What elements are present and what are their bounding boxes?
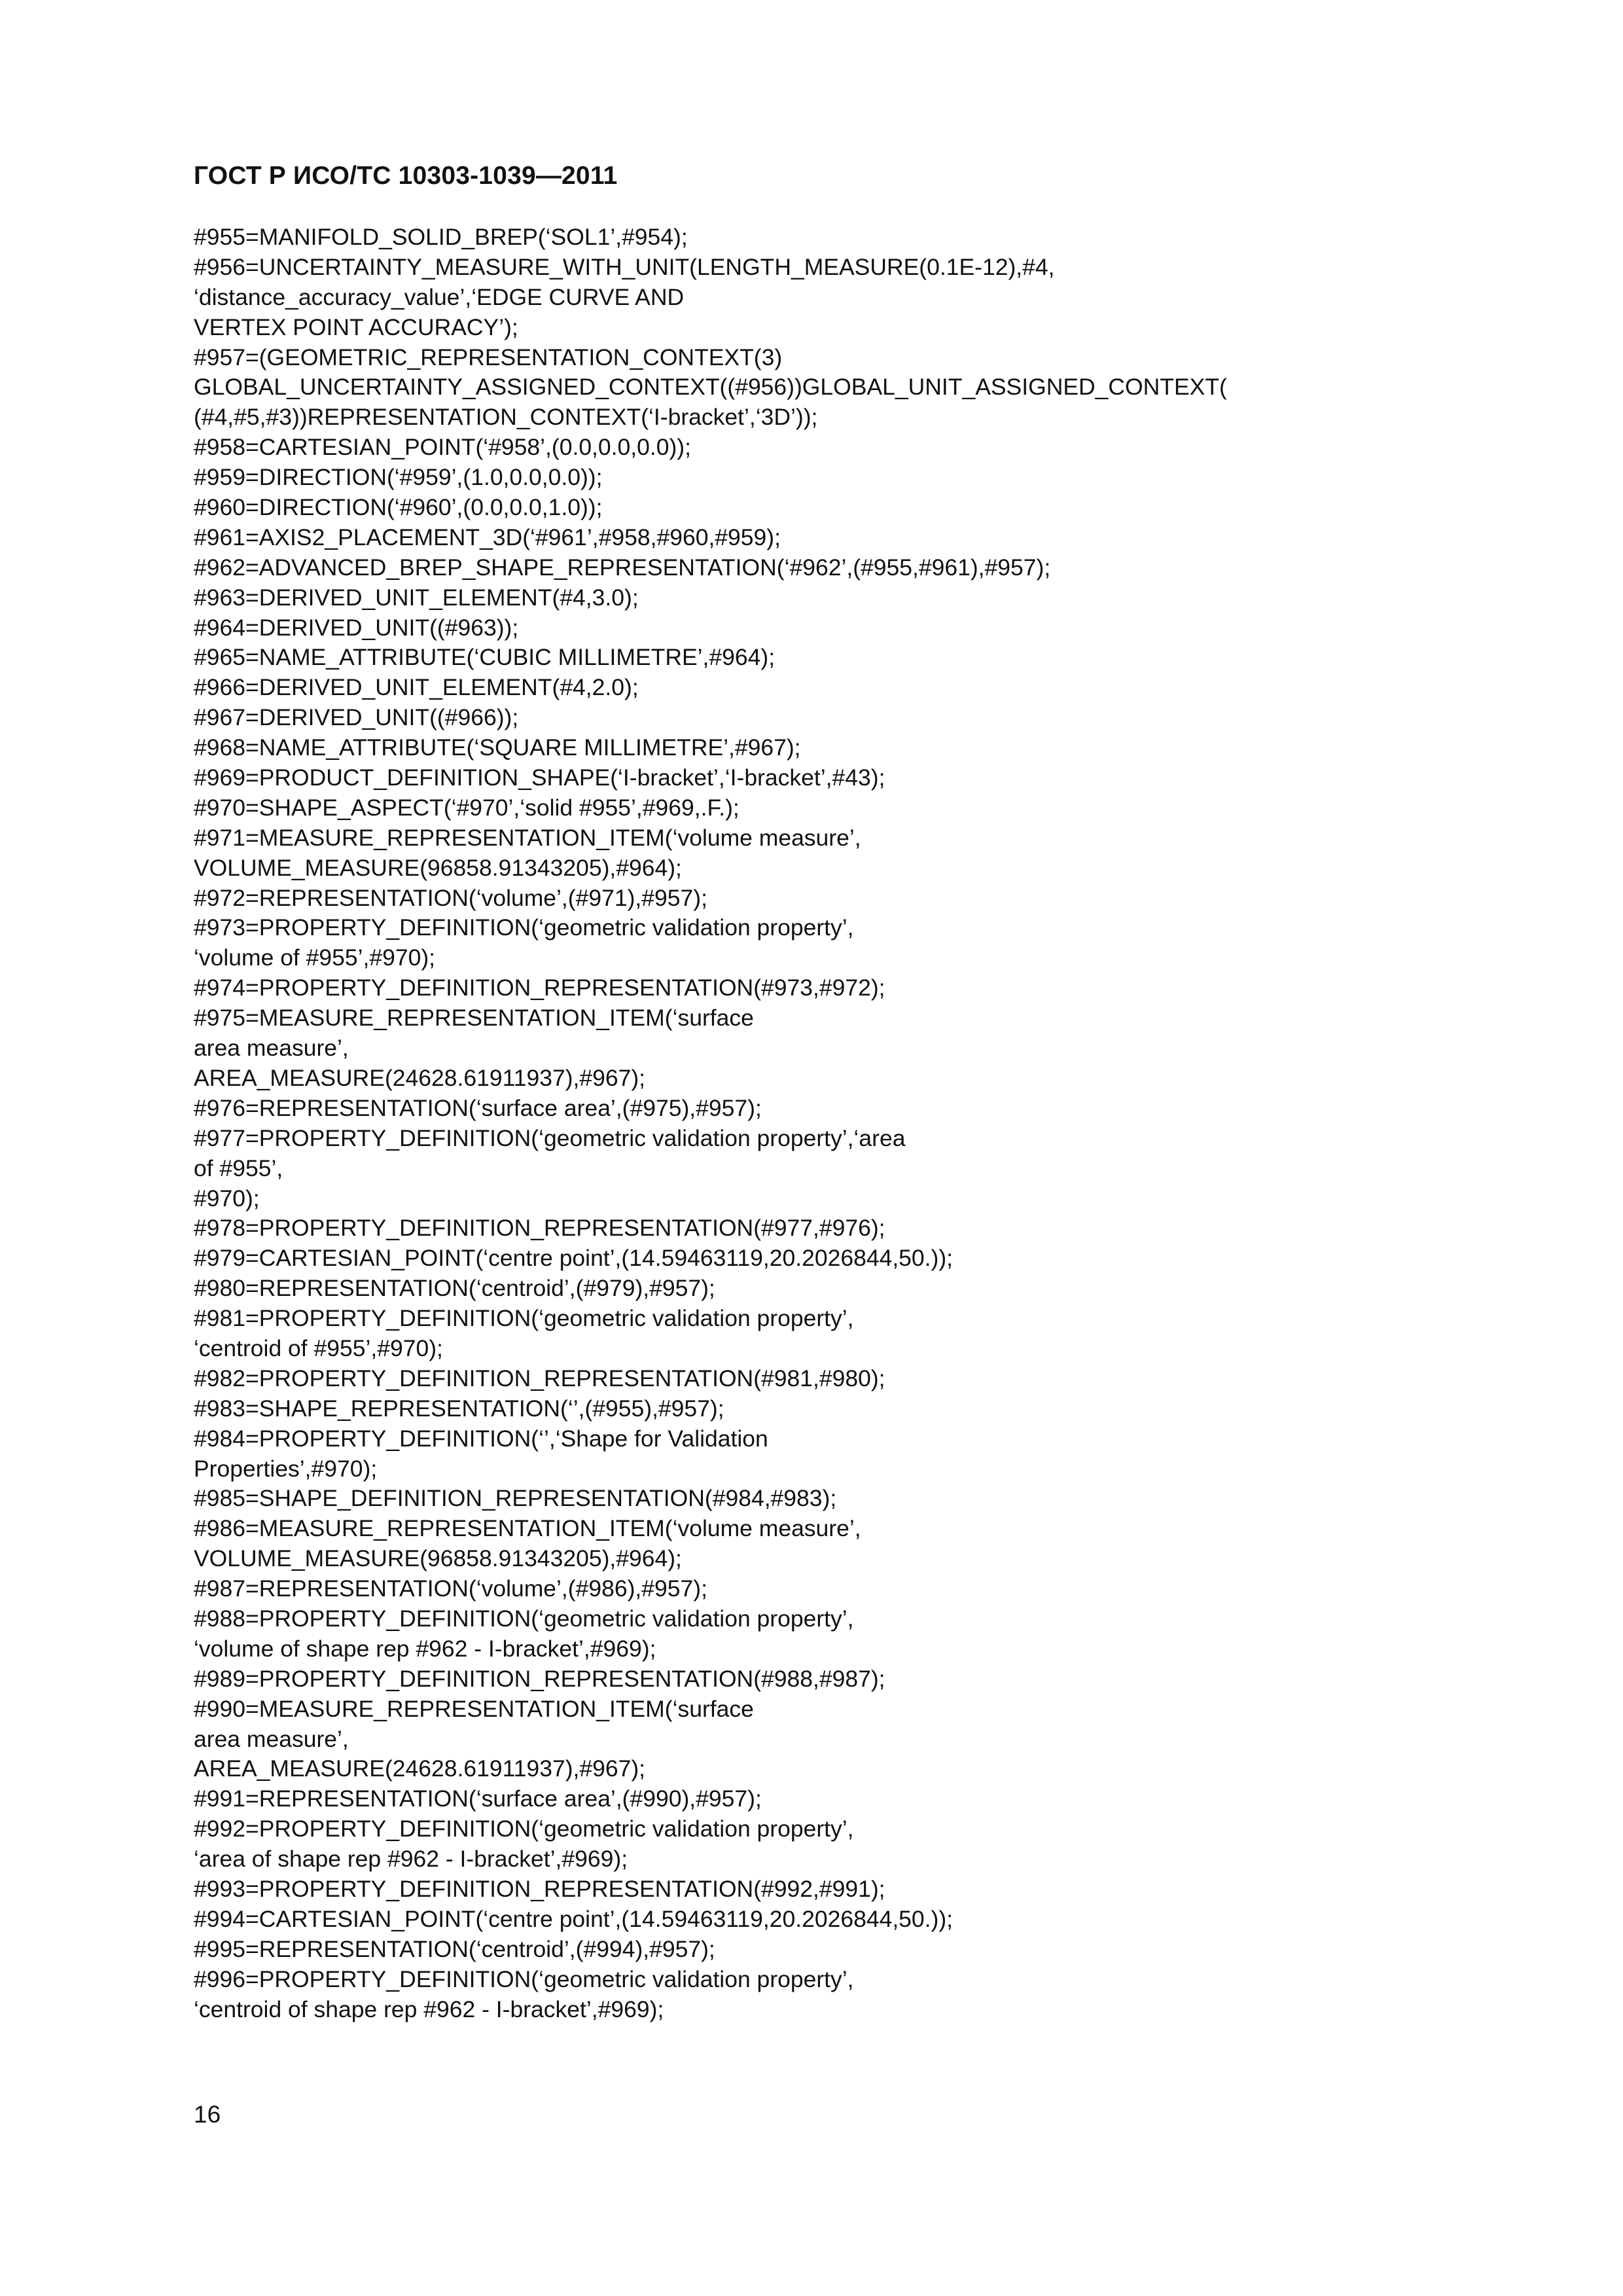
- code-line: ‘centroid of shape rep #962 - I-bracket’,#969);: [194, 1996, 664, 2022]
- code-line: VOLUME_MEASURE(96858.91343205),#964);: [194, 1545, 682, 1572]
- code-line: VERTEX POINT ACCURACY’);: [194, 314, 518, 340]
- page-number: 16: [194, 2101, 221, 2128]
- code-line: #992=PROPERTY_DEFINITION(‘geometric validation property’,: [194, 1816, 854, 1842]
- code-line: #980=REPRESENTATION(‘centroid’,(#979),#957);: [194, 1275, 715, 1302]
- code-line: #983=SHAPE_REPRESENTATION(‘’,(#955),#957);: [194, 1395, 724, 1422]
- code-line: #955=MANIFOLD_SOLID_BREP(‘SOL1’,#954);: [194, 224, 688, 250]
- code-line: of #955’,: [194, 1155, 283, 1181]
- code-line: Properties’,#970);: [194, 1455, 378, 1482]
- code-line: #971=MEASURE_REPRESENTATION_ITEM(‘volume measure’,: [194, 824, 861, 851]
- code-line: #989=PROPERTY_DEFINITION_REPRESENTATION(#988,#987);: [194, 1665, 885, 1692]
- code-line: #993=PROPERTY_DEFINITION_REPRESENTATION(#992,#991);: [194, 1875, 885, 1902]
- code-line: ‘centroid of #955’,#970);: [194, 1335, 443, 1361]
- code-line: ‘volume of shape rep #962 - I-bracket’,#969);: [194, 1635, 656, 1662]
- code-line: GLOBAL_UNCERTAINTY_ASSIGNED_CONTEXT((#956))GLOBAL_UNIT_ASSIGNED_CONTEXT(: [194, 374, 1227, 401]
- code-line: #958=CARTESIAN_POINT(‘#958’,(0.0,0.0,0.0));: [194, 434, 691, 461]
- code-line: #956=UNCERTAINTY_MEASURE_WITH_UNIT(LENGTH_MEASURE(0.1E-12),#4,: [194, 253, 1055, 280]
- code-line: area measure’,: [194, 1035, 349, 1062]
- code-line: #968=NAME_ATTRIBUTE(‘SQUARE MILLIMETRE’,#967);: [194, 734, 801, 761]
- code-line: #959=DIRECTION(‘#959’,(1.0,0.0,0.0));: [194, 464, 603, 491]
- code-line: AREA_MEASURE(24628.61911937),#967);: [194, 1064, 646, 1091]
- code-line: #976=REPRESENTATION(‘surface area’,(#975),#957);: [194, 1094, 762, 1121]
- code-line: #974=PROPERTY_DEFINITION_REPRESENTATION(#973,#972);: [194, 975, 885, 1001]
- step-file-listing: [194, 223, 1437, 2024]
- code-line: #978=PROPERTY_DEFINITION_REPRESENTATION(#977,#976);: [194, 1215, 885, 1242]
- document-header-standard-id: ГОСТ Р ИСО/ТС 10303-1039—2011: [194, 162, 618, 190]
- code-line: VOLUME_MEASURE(96858.91343205),#964);: [194, 854, 682, 881]
- code-line: ‘distance_accuracy_value’,‘EDGE CURVE AND: [194, 283, 685, 310]
- code-line: (#4,#5,#3))REPRESENTATION_CONTEXT(‘I-bracket’,‘3D’));: [194, 404, 818, 431]
- code-line: #962=ADVANCED_BREP_SHAPE_REPRESENTATION(‘#962’,(#955,#961),#957);: [194, 554, 1051, 581]
- code-line: #963=DERIVED_UNIT_ELEMENT(#4,3.0);: [194, 584, 639, 611]
- code-line: #977=PROPERTY_DEFINITION(‘geometric validation property’,‘area: [194, 1124, 906, 1151]
- code-line: #990=MEASURE_REPRESENTATION_ITEM(‘surface: [194, 1695, 754, 1722]
- code-line: #995=REPRESENTATION(‘centroid’,(#994),#957);: [194, 1935, 715, 1962]
- code-line: #987=REPRESENTATION(‘volume’,(#986),#957);: [194, 1575, 707, 1602]
- code-line: #957=(GEOMETRIC_REPRESENTATION_CONTEXT(3): [194, 344, 783, 370]
- code-line: #982=PROPERTY_DEFINITION_REPRESENTATION(#981,#980);: [194, 1365, 885, 1391]
- code-line: #973=PROPERTY_DEFINITION(‘geometric validation property’,: [194, 914, 854, 941]
- code-line: #979=CARTESIAN_POINT(‘centre point’,(14.59463119,20.2026844,50.));: [194, 1245, 954, 1272]
- code-line: #969=PRODUCT_DEFINITION_SHAPE(‘I-bracket’,‘I-bracket’,#43);: [194, 764, 885, 791]
- code-line: #965=NAME_ATTRIBUTE(‘CUBIC MILLIMETRE’,#964);: [194, 644, 776, 671]
- code-line: ‘volume of #955’,#970);: [194, 944, 436, 971]
- code-line: #970=SHAPE_ASPECT(‘#970’,‘solid #955’,#969,.F.);: [194, 794, 740, 821]
- code-line: AREA_MEASURE(24628.61911937),#967);: [194, 1755, 646, 1782]
- code-line: #984=PROPERTY_DEFINITION(‘’,‘Shape for Validation: [194, 1425, 768, 1452]
- code-line: #961=AXIS2_PLACEMENT_3D(‘#961’,#958,#960,#959);: [194, 524, 781, 550]
- code-line: #970);: [194, 1185, 260, 1211]
- code-line: #967=DERIVED_UNIT((#966));: [194, 704, 519, 731]
- code-line: #960=DIRECTION(‘#960’,(0.0,0.0,1.0));: [194, 494, 603, 521]
- code-line: area measure’,: [194, 1725, 349, 1752]
- code-line: #986=MEASURE_REPRESENTATION_ITEM(‘volume measure’,: [194, 1515, 861, 1542]
- code-line: #964=DERIVED_UNIT((#963));: [194, 614, 519, 641]
- code-line: #985=SHAPE_DEFINITION_REPRESENTATION(#984,#983);: [194, 1485, 837, 1512]
- code-line: #981=PROPERTY_DEFINITION(‘geometric validation property’,: [194, 1305, 854, 1332]
- code-line: #991=REPRESENTATION(‘surface area’,(#990),#957);: [194, 1785, 762, 1812]
- code-line: #972=REPRESENTATION(‘volume’,(#971),#957);: [194, 884, 707, 911]
- code-line: #996=PROPERTY_DEFINITION(‘geometric validation property’,: [194, 1965, 854, 1992]
- code-line: #975=MEASURE_REPRESENTATION_ITEM(‘surface: [194, 1005, 754, 1031]
- code-line: #994=CARTESIAN_POINT(‘centre point’,(14.59463119,20.2026844,50.));: [194, 1905, 954, 1932]
- code-line: #966=DERIVED_UNIT_ELEMENT(#4,2.0);: [194, 674, 639, 701]
- code-line: ‘area of shape rep #962 - I-bracket’,#969);: [194, 1846, 628, 1873]
- code-line: #988=PROPERTY_DEFINITION(‘geometric validation property’,: [194, 1605, 854, 1632]
